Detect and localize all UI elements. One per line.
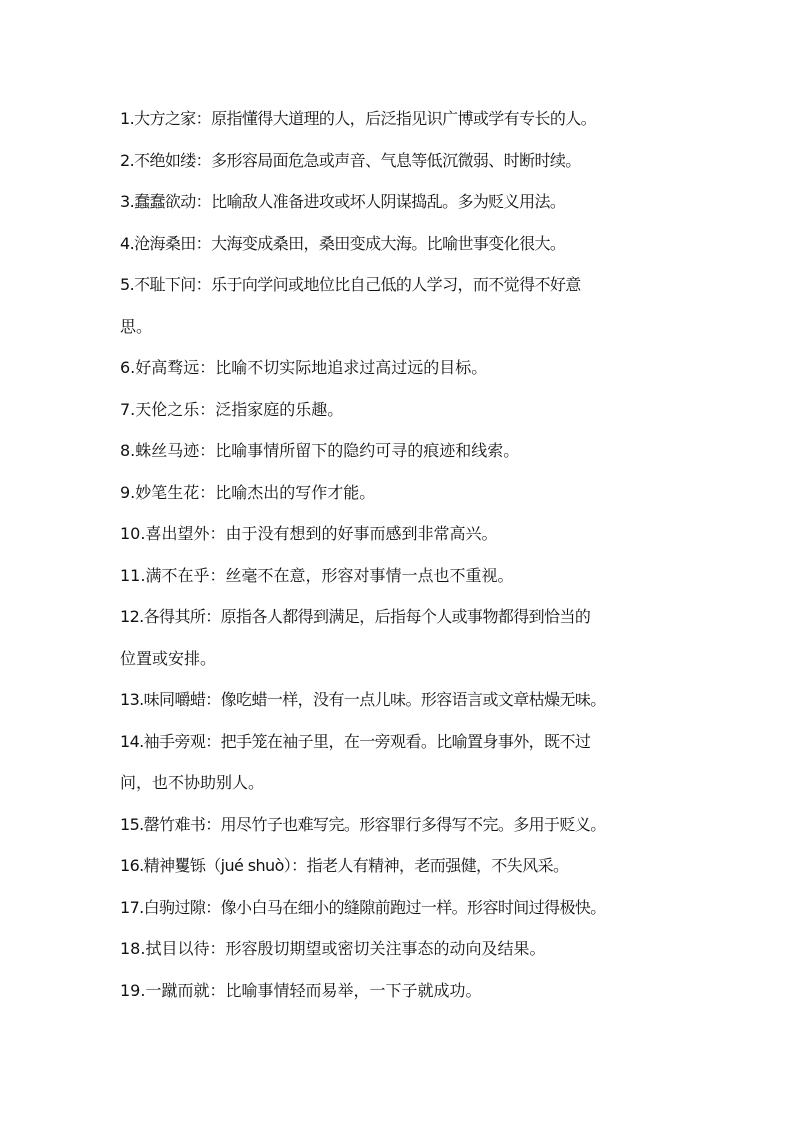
idiom-entry-7: 7.天伦之乐：泛指家庭的乐趣。 xyxy=(120,399,344,419)
idiom-entry-15: 15.罄竹难书：用尽竹子也难写完。形容罪行多得写不完。多用于贬义。 xyxy=(120,814,606,834)
idiom-entry-17: 17.白驹过隙：像小白马在细小的缝隙前跑过一样。形容时间过得极快。 xyxy=(120,897,606,917)
idiom-entry-6: 6.好高骛远：比喻不切实际地追求过高过远的目标。 xyxy=(120,358,488,377)
idiom-entry-5: 5.不耻下问：乐于向学问或地位比自己低的人学习，而不觉得不好意 xyxy=(120,275,581,294)
idiom-entry-3: 3.蠢蠢欲动：比喻敌人准备进攻或坏人阴谋捣乱。多为贬义用法。 xyxy=(120,192,566,211)
idiom-entry-10: 10.喜出望外：由于没有想到的好事而感到非常高兴。 xyxy=(120,524,498,543)
idiom-list xyxy=(120,104,690,1017)
idiom-entry-18: 18.拭目以待：形容殷切期望或密切关注事态的动向及结果。 xyxy=(120,939,546,958)
idiom-entry-14-continuation: 问，也不协助别人。 xyxy=(120,773,265,792)
idiom-entry-12-continuation: 位置或安排。 xyxy=(120,648,217,668)
idiom-entry-9: 9.妙笔生花：比喻杰出的写作才能。 xyxy=(120,482,376,502)
idiom-entry-1: 1.大方之家：原指懂得大道理的人，后泛指见识广博或学有专长的人。 xyxy=(120,109,597,128)
idiom-entry-12: 12.各得其所：原指各人都得到满足，后指每个人或事物都得到恰当的 xyxy=(120,607,591,626)
idiom-entry-14: 14.袖手旁观：把手笼在袖子里，在一旁观看。比喻置身事外，既不过 xyxy=(120,731,591,751)
idiom-entry-2: 2.不绝如缕：多形容局面危急或声音、气息等低沉微弱、时断时续。 xyxy=(120,150,581,170)
idiom-entry-19: 19.一蹴而就：比喻事情轻而易举，一下子就成功。 xyxy=(120,980,482,1000)
idiom-entry-8: 8.蛛丝马迹：比喻事情所留下的隐约可寻的痕迹和线索。 xyxy=(120,441,520,460)
idiom-entry-5-continuation: 思。 xyxy=(120,316,153,336)
idiom-entry-4: 4.沧海桑田：大海变成桑田，桑田变成大海。比喻世事变化很大。 xyxy=(120,233,566,253)
idiom-entry-16: 16.精神矍铄（jué shuò）：指老人有精神，老而强健，不失风采。 xyxy=(120,856,569,875)
idiom-entry-13: 13.味同嚼蜡：像吃蜡一样，没有一点儿味。形容语言或文章枯燥无味。 xyxy=(120,690,606,709)
idiom-entry-11: 11.满不在乎：丝毫不在意，形容对事情一点也不重视。 xyxy=(120,565,514,585)
